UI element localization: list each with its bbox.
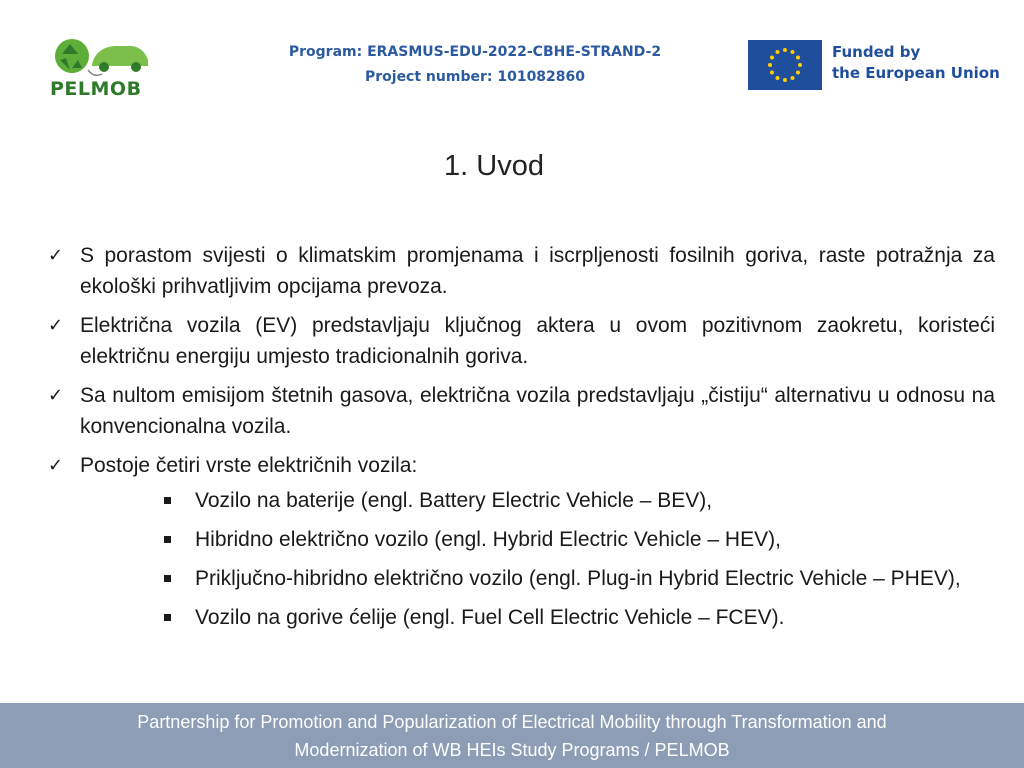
slide-title: 1. Uvod — [444, 150, 544, 182]
list-item — [80, 524, 995, 555]
list-item — [80, 485, 995, 516]
list-item-text: Vozilo na baterije (engl. Battery Electric Vehicle – BEV), — [195, 489, 713, 512]
pelmob-logo — [48, 34, 152, 100]
eu-star-icon — [783, 48, 787, 52]
bullet-text: Električna vozila (EV) predstavljaju ključnog aktera u ovom pozitivnom zaokretu, koristeći električnu energiju umjesto tradicionalnih goriva. — [80, 314, 995, 368]
slide-content — [48, 240, 995, 641]
checkmark-icon: ✓ — [48, 315, 64, 336]
checkmark-icon: ✓ — [48, 245, 64, 266]
eu-star-icon — [776, 50, 780, 54]
eu-line-2: the European Union — [832, 64, 1000, 82]
eu-star-icon — [798, 63, 802, 67]
program-line: Program: ERASMUS-EDU-2022-CBHE-STRAND-2 — [288, 44, 662, 60]
eu-star-icon — [770, 56, 774, 60]
bullet-item — [48, 240, 995, 302]
logo-text: PELMOB — [50, 78, 142, 100]
pelmob-logo-graphic — [48, 34, 152, 80]
list-item-text: Priključno-hibridno električno vozilo (engl. Plug-in Hybrid Electric Vehicle – PHEV), — [195, 567, 961, 590]
square-bullet-icon — [164, 575, 171, 582]
footer-line-2: Modernization of WB HEIs Study Programs / PELMOB — [294, 740, 730, 760]
eu-star-icon — [796, 71, 800, 75]
eu-star-icon — [770, 71, 774, 75]
bullet-item — [48, 450, 995, 633]
list-item-text: Hibridno električno vozilo (engl. Hybrid Electric Vehicle – HEV), — [195, 528, 781, 551]
eu-star-icon — [768, 63, 772, 67]
list-item — [80, 563, 995, 594]
list-item — [80, 602, 995, 633]
eu-star-icon — [783, 78, 787, 82]
bullet-item — [48, 380, 995, 442]
eu-star-icon — [776, 76, 780, 80]
checkmark-icon: ✓ — [48, 385, 64, 406]
program-info — [260, 40, 690, 90]
eu-star-icon — [791, 76, 795, 80]
footer-line-1: Partnership for Promotion and Popularization of Electrical Mobility through Transformation and — [137, 712, 887, 732]
vehicle-types-list — [80, 485, 995, 633]
project-number: Project number: 101082860 — [364, 69, 586, 85]
eu-star-icon — [796, 56, 800, 60]
bullet-text: Sa nultom emisijom štetnih gasova, električna vozila predstavljaju „čistiju“ alternativu u odnosu na konvencionalna vozila. — [80, 384, 995, 438]
bullet-text: Postoje četiri vrste električnih vozila: — [80, 454, 418, 477]
square-bullet-icon — [164, 614, 171, 621]
square-bullet-icon — [164, 497, 171, 504]
footer-banner — [0, 703, 1024, 768]
checkmark-icon: ✓ — [48, 455, 64, 476]
bullet-item — [48, 310, 995, 372]
bullet-text: S porastom svijesti o klimatskim promjenama i iscrpljenosti fosilnih goriva, raste potražnja za ekološki prihvatljivim opcijama prevoza. — [80, 244, 995, 298]
eu-line-1: Funded by — [832, 43, 921, 61]
eu-flag-icon — [748, 40, 822, 90]
eu-star-icon — [791, 50, 795, 54]
square-bullet-icon — [164, 536, 171, 543]
eu-funding-label — [832, 42, 1000, 84]
list-item-text: Vozilo na gorive ćelije (engl. Fuel Cell Electric Vehicle – FCEV). — [195, 606, 785, 629]
